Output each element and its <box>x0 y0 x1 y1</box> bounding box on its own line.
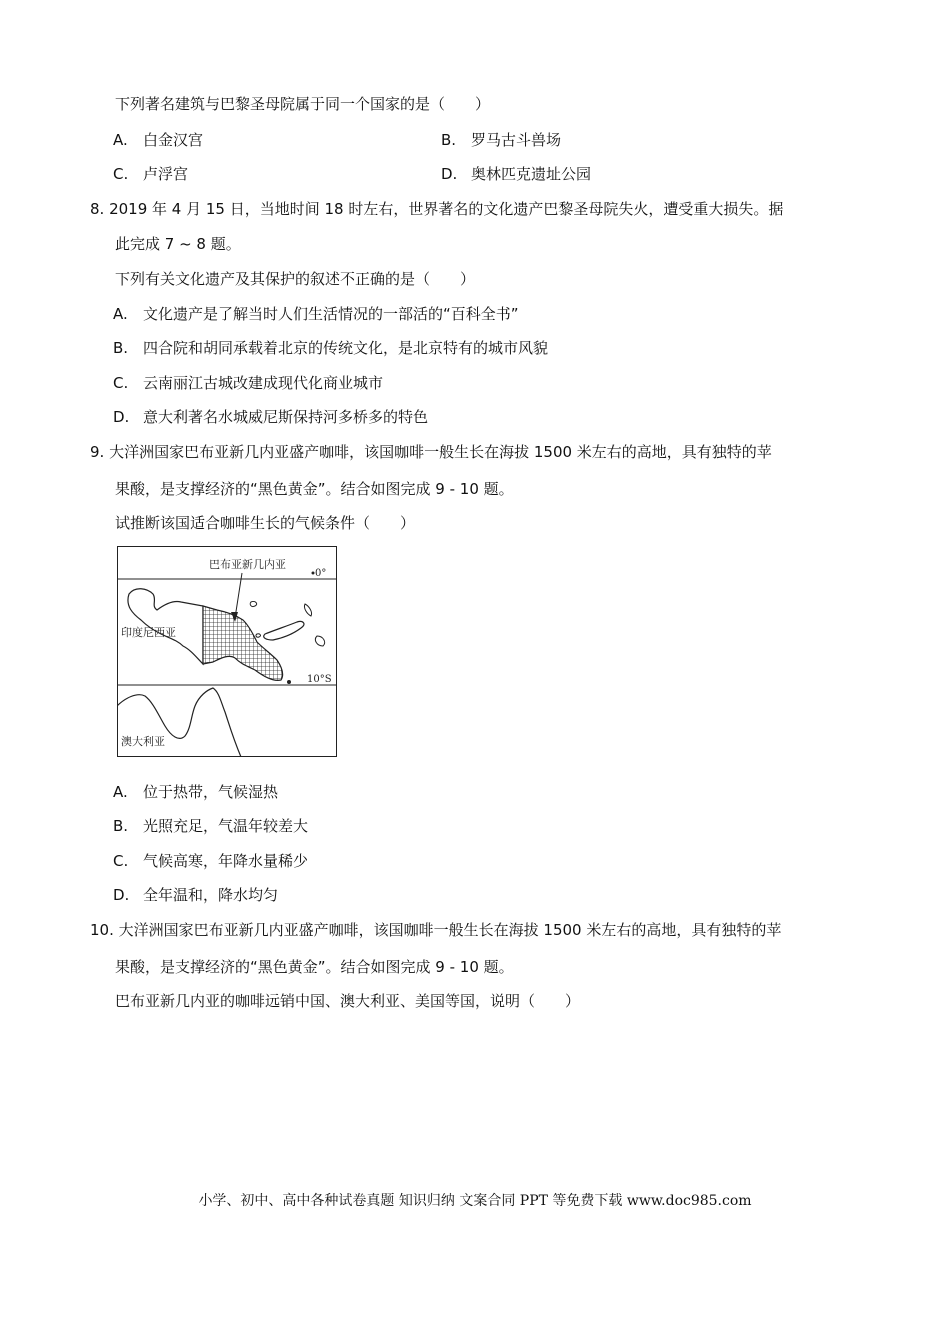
papua-new-guinea-map <box>117 546 337 757</box>
option-label: D. <box>441 165 458 183</box>
q8-option-c[interactable] <box>113 373 383 393</box>
option-label: B. <box>113 817 129 835</box>
option-text: 罗马古斗兽场 <box>471 131 562 149</box>
option-text: 卢浮宫 <box>143 165 189 183</box>
q7-option-d[interactable] <box>441 164 591 184</box>
option-text: 全年温和，降水均匀 <box>143 886 279 904</box>
option-text: 云南丽江古城改建成现代化商业城市 <box>143 374 384 392</box>
option-text: 位于热带，气候湿热 <box>143 783 279 801</box>
option-text: 文化遗产是了解当时人们生活情况的一部活的“百科全书” <box>143 305 519 323</box>
option-label: B. <box>441 131 457 149</box>
q8-stem: 下列有关文化遗产及其保护的叙述不正确的是（ ） <box>115 270 476 288</box>
island-dot-1 <box>287 680 291 684</box>
map-label-australia: 澳大利亚 <box>121 735 165 748</box>
map-label-lat10: 10°S <box>307 674 332 685</box>
island-1 <box>250 601 256 606</box>
q9-intro-line2: 果酸，是支撑经济的“黑色黄金”。结合如图完成 9 - 10 题。 <box>115 480 514 498</box>
q9-option-b[interactable] <box>113 816 308 836</box>
option-text: 气候高寒，年降水量稀少 <box>143 852 309 870</box>
q9-intro-line1: 9. 大洋洲国家巴布亚新几内亚盛产咖啡，该国咖啡一般生长在海拔 1500 米左右的高地，具有独特的苹 <box>90 443 772 461</box>
island-4 <box>256 634 261 637</box>
q10-intro-line2: 果酸，是支撑经济的“黑色黄金”。结合如图完成 9 - 10 题。 <box>115 958 514 976</box>
map-label-indonesia: 印度尼西亚 <box>121 626 176 639</box>
option-text: 白金汉宫 <box>143 131 204 149</box>
option-text: 光照充足，气温年较差大 <box>143 817 309 835</box>
map-label-lat0: 0° <box>315 568 327 579</box>
map-label-png: 巴布亚新几内亚 <box>209 558 286 571</box>
q8-option-b[interactable] <box>113 338 548 358</box>
q7-stem: 下列著名建筑与巴黎圣母院属于同一个国家的是（ ） <box>115 95 491 113</box>
q10-intro-line1: 10. 大洋洲国家巴布亚新几内亚盛产咖啡，该国咖啡一般生长在海拔 1500 米左右的高地，具有独特的苹 <box>90 921 782 939</box>
option-label: C. <box>113 165 129 183</box>
q7-option-c[interactable] <box>113 164 188 184</box>
page-footer: 小学、初中、高中各种试卷真题 知识归纳 文案合同 PPT 等免费下载 www.doc985.com <box>198 1193 752 1209</box>
option-label: D. <box>113 886 130 904</box>
q8-intro-line1: 8. 2019 年 4 月 15 日，当地时间 18 时左右，世界著名的文化遗产巴黎圣母院失火，遭受重大损失。据 <box>90 200 784 218</box>
q7-option-a[interactable] <box>113 130 203 150</box>
option-label: A. <box>113 131 128 149</box>
option-text: 奥林匹克遗址公园 <box>471 165 592 183</box>
option-label: D. <box>113 408 130 426</box>
q7-option-b[interactable] <box>441 130 561 150</box>
q9-option-a[interactable] <box>113 782 278 802</box>
option-label: B. <box>113 339 129 357</box>
q9-option-c[interactable] <box>113 851 308 871</box>
option-label: A. <box>113 783 128 801</box>
option-label: C. <box>113 852 129 870</box>
option-text: 意大利著名水城威尼斯保持河多桥多的特色 <box>143 408 429 426</box>
q8-intro-line2: 此完成 7 ~ 8 题。 <box>115 235 241 253</box>
q9-option-d[interactable] <box>113 885 278 905</box>
q8-option-a[interactable] <box>113 304 519 324</box>
q9-stem: 试推断该国适合咖啡生长的气候条件（ ） <box>115 514 416 532</box>
q10-stem: 巴布亚新几内亚的咖啡远销中国、澳大利亚、美国等国，说明（ ） <box>115 992 581 1010</box>
option-text: 四合院和胡同承载着北京的传统文化，是北京特有的城市风貌 <box>143 339 549 357</box>
q8-option-d[interactable] <box>113 407 428 427</box>
option-label: A. <box>113 305 128 323</box>
option-label: C. <box>113 374 129 392</box>
